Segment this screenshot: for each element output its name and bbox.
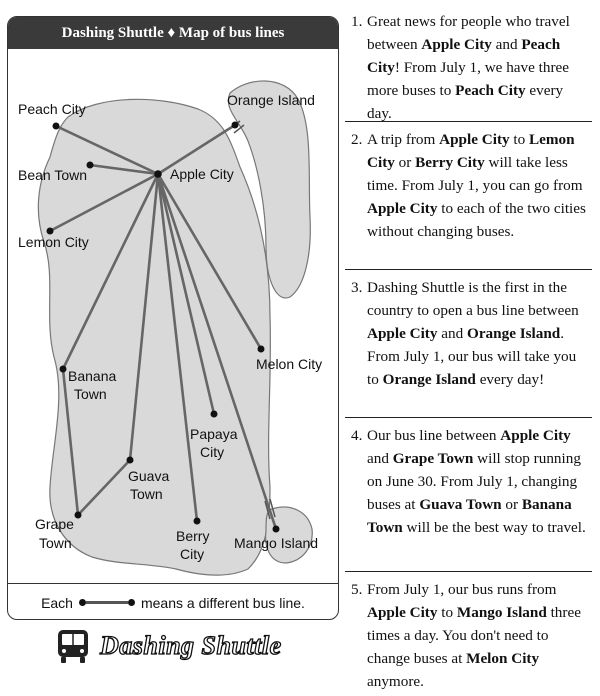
notice-text-run: Great news for people who travel between [367, 13, 570, 53]
notice-item [345, 122, 592, 270]
notice-place-name: Peach City [367, 36, 561, 76]
label-berry-city-2: City [180, 546, 205, 562]
notice-text-run: or [501, 496, 522, 513]
notice-place-name: Apple City [367, 604, 438, 621]
notice-text-run: to each of the two cities without changing buses. [367, 200, 586, 240]
notice-item [345, 572, 592, 690]
notice-place-name: Melon City [466, 650, 540, 667]
label-mango-island: Mango Island [234, 535, 319, 551]
label-lemon-city: Lemon City [18, 234, 89, 250]
notice-text [367, 128, 588, 263]
map-header: Dashing Shuttle ♦ Map of bus lines [8, 17, 338, 49]
legend-prefix: Each [41, 594, 73, 611]
notice-item [345, 418, 592, 572]
notice-text-run: and [437, 325, 467, 342]
notice-number: 3. [351, 279, 363, 296]
stop-bean-town [87, 162, 94, 169]
notice-text-run: three times a day. You don't need to change buses at [367, 604, 581, 667]
label-papaya-city-1: Papaya [190, 426, 238, 442]
notice-text [367, 276, 588, 411]
label-peach-city: Peach City [18, 101, 86, 117]
notice-text [367, 424, 588, 565]
stop-berry-city [194, 518, 201, 525]
notice-text-run: or [394, 154, 416, 171]
label-grape-town-1: Grape [35, 516, 74, 532]
stop-banana-town [60, 366, 67, 373]
bus-map-panel [7, 16, 339, 620]
notice-text-run: and [491, 36, 522, 53]
label-guava-town-2: Town [130, 486, 163, 502]
notice-number: 4. [351, 427, 363, 444]
stop-peach-city [53, 123, 60, 130]
notice-place-name: Orange Island [382, 371, 476, 388]
stop-grape-town [75, 512, 82, 519]
label-banana-town-1: Banana [68, 368, 117, 384]
notice-text-run: anymore. [367, 673, 424, 690]
notice-text-run: Dashing Shuttle is the first in the country to open a bus line between [367, 279, 579, 319]
notice-place-name: Mango Island [456, 604, 547, 621]
notice-text-run: From July 1, our bus runs from [367, 581, 557, 598]
notice-text-run: will take less time. From July 1, you can go from [367, 154, 583, 194]
bus-icon [56, 628, 90, 664]
stop-melon-city [258, 346, 265, 353]
notice-number: 2. [351, 131, 363, 148]
notice-place-name: Berry City [415, 154, 485, 171]
notice-text-run: to [509, 131, 530, 148]
label-apple-city: Apple City [170, 166, 234, 182]
stop-apple-city [154, 170, 162, 178]
notice-place-name: Lemon City [367, 131, 575, 171]
notice-text-run: ! From July 1, we have three more buses to [367, 59, 570, 99]
notice-text [367, 578, 588, 690]
notice-place-name: Guava Town [419, 496, 502, 513]
notice-place-name: Peach City [455, 82, 526, 99]
stop-mango-island [273, 526, 280, 533]
stop-guava-town [127, 457, 134, 464]
notice-place-name: Apple City [439, 131, 510, 148]
brand-name: Dashing Shuttle [100, 631, 282, 660]
label-orange-island: Orange Island [227, 92, 315, 108]
bus-line-legend-icon [79, 599, 135, 606]
notice-text-run: will stop running on June 30. From July 1, changing buses at [367, 450, 581, 513]
notice-place-name: Grape Town [392, 450, 474, 467]
notice-text-run: A trip from [367, 131, 440, 148]
legend-suffix: means a different bus line. [140, 594, 305, 611]
notice-number: 5. [351, 581, 363, 598]
notice-place-name: Apple City [367, 200, 438, 217]
label-melon-city: Melon City [256, 356, 323, 372]
notice-text-run: will be the best way to travel. [402, 519, 586, 536]
notice-item [345, 270, 592, 418]
notice-text [367, 10, 588, 122]
label-papaya-city-2: City [200, 444, 225, 460]
notice-item [345, 4, 592, 122]
stop-papaya-city [211, 411, 218, 418]
label-berry-city-1: Berry [176, 528, 210, 544]
label-guava-town-1: Guava [128, 468, 170, 484]
notice-place-name: Apple City [421, 36, 492, 53]
notice-place-name: Apple City [367, 325, 438, 342]
brand-logo [56, 624, 316, 668]
notice-text-run: to [437, 604, 457, 621]
stop-orange-island [232, 122, 239, 129]
label-bean-town: Bean Town [18, 167, 88, 183]
notice-place-name: Orange Island [467, 325, 561, 342]
notice-text-run: every day! [475, 371, 545, 388]
notice-text-run: and [367, 450, 393, 467]
notice-text-run: . From July 1, our bus will take you to [367, 325, 577, 388]
bus-map [8, 17, 339, 583]
label-grape-town-2: Town [39, 535, 72, 551]
label-banana-town-2: Town [74, 386, 107, 402]
map-legend [8, 583, 338, 620]
notice-place-name: Banana Town [367, 496, 572, 536]
notice-number: 1. [351, 13, 363, 30]
notice-place-name: Apple City [500, 427, 571, 444]
notice-list [345, 4, 592, 690]
notice-text-run: Our bus line between [367, 427, 501, 444]
notice-text-run: every day. [367, 82, 564, 122]
